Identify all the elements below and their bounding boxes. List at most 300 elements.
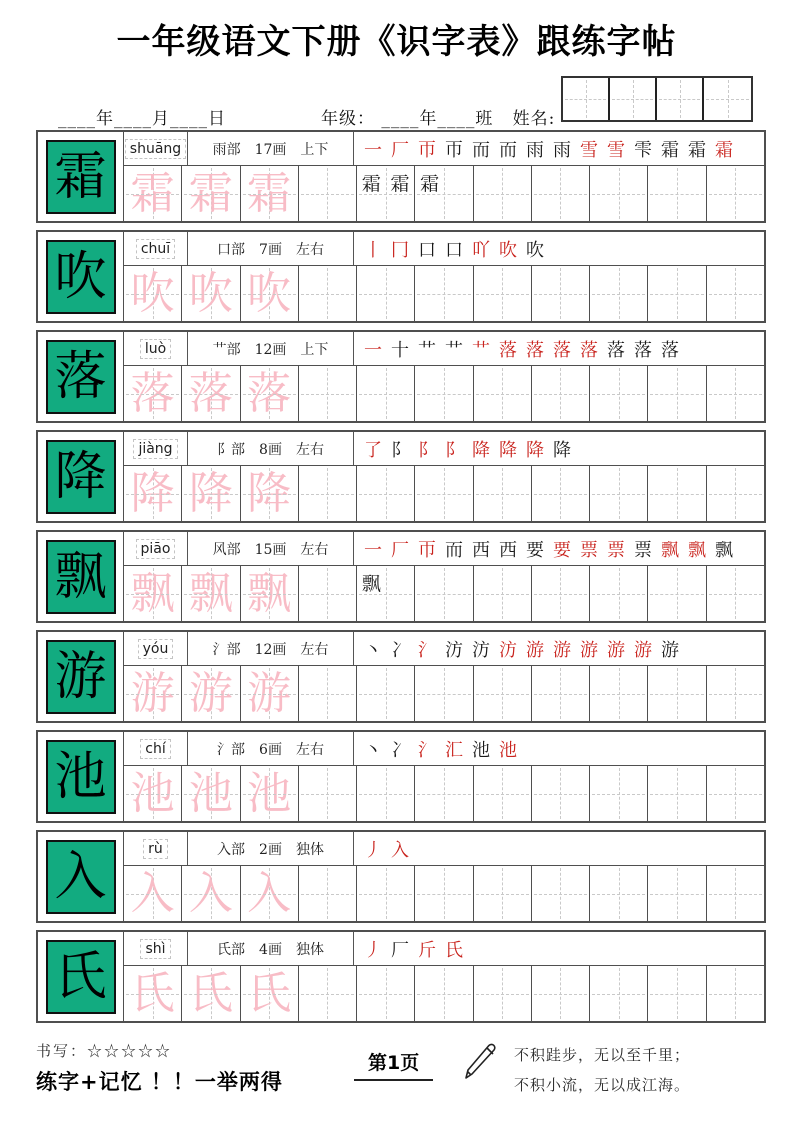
- trace-cell: [124, 366, 182, 421]
- trace-character: 游: [130, 667, 175, 719]
- stroke-step: 游: [553, 639, 571, 661]
- practice-cell: [648, 866, 706, 921]
- structure-type: 左右: [295, 241, 324, 258]
- stroke-step: 落: [580, 339, 598, 361]
- practice-cell: [415, 966, 473, 1021]
- star-icons: ☆☆☆☆☆: [87, 1042, 173, 1060]
- trace-character: 游: [188, 667, 233, 719]
- main-character: 霜: [54, 146, 107, 207]
- practice-cell: [357, 166, 415, 221]
- char-display-column: [38, 932, 124, 1021]
- stroke-step: 丿: [364, 839, 382, 861]
- practice-cell: [357, 866, 415, 921]
- green-char-box: [46, 840, 116, 914]
- char-block: [36, 630, 766, 723]
- quote-line-2: 不积小流，无以成江海。: [514, 1076, 691, 1094]
- stroke-step: 艹: [445, 339, 463, 361]
- trace-cell: [241, 966, 299, 1021]
- practice-cell: [357, 966, 415, 1021]
- practice-cell: [532, 666, 590, 721]
- trace-character: 飘: [130, 567, 175, 619]
- row-top-strip: [124, 732, 764, 766]
- char-display-column: [38, 532, 124, 621]
- practice-cell: [357, 766, 415, 821]
- rows-container: [36, 130, 766, 1030]
- radical-name: 入部: [217, 841, 246, 858]
- green-char-box: [46, 640, 116, 714]
- practice-cell: [590, 766, 648, 821]
- green-char-box: [46, 140, 116, 214]
- practice-row: [124, 366, 764, 421]
- main-character: 降: [54, 446, 107, 507]
- radical-name: 氵部: [212, 641, 241, 658]
- practice-row: [124, 166, 764, 221]
- stroke-count: 2画: [259, 841, 282, 858]
- date-blanks: ____年____月____日: [58, 109, 226, 129]
- stroke-step: 雪: [580, 139, 598, 161]
- practice-cell: [357, 266, 415, 321]
- page-title: 一年级语文下册《识字表》跟练字帖: [116, 22, 677, 62]
- practice-cell: [474, 266, 532, 321]
- trace-cell: [124, 666, 182, 721]
- structure-type: 左右: [300, 541, 329, 558]
- practice-cell: [590, 166, 648, 221]
- pinyin-text: chuī: [136, 239, 175, 259]
- practice-cell: [532, 366, 590, 421]
- practice-cell: [532, 766, 590, 821]
- practice-row: [124, 966, 764, 1021]
- practice-cell: [474, 766, 532, 821]
- stroke-step: 丨: [364, 239, 382, 261]
- row-top-strip: [124, 632, 764, 666]
- row-right-column: [124, 832, 764, 921]
- footer: [36, 1034, 757, 1114]
- stroke-order-strip: [354, 832, 764, 865]
- practice-cell: [474, 566, 532, 621]
- trace-character: 飘: [247, 567, 292, 619]
- practice-cell: [590, 366, 648, 421]
- stroke-step: 落: [526, 339, 544, 361]
- trace-cell: [124, 266, 182, 321]
- row-top-strip: [124, 432, 764, 466]
- trace-cell: [182, 366, 240, 421]
- main-character: 飘: [54, 546, 107, 607]
- radical-name: 氵部: [217, 741, 246, 758]
- stroke-count: 17画: [254, 141, 287, 158]
- row-right-column: [124, 632, 764, 721]
- row-right-column: [124, 232, 764, 321]
- pinyin-cell: [124, 632, 188, 665]
- stroke-step: 冂: [391, 239, 409, 261]
- rating-label: 书写：: [36, 1042, 88, 1060]
- motivational-quote: [514, 1040, 690, 1100]
- stroke-count: 12画: [254, 341, 287, 358]
- stroke-step: 票: [607, 539, 625, 561]
- stroke-step: 冫: [391, 639, 409, 661]
- practice-cell: [415, 166, 473, 221]
- stroke-step: 一: [364, 339, 382, 361]
- stroke-step: 雪: [607, 139, 625, 161]
- practice-row: [124, 666, 764, 721]
- name-grid: [561, 76, 753, 122]
- trace-character: 霜: [188, 167, 233, 219]
- trace-cell: [241, 266, 299, 321]
- main-character: 落: [54, 346, 107, 407]
- trace-character: 霜: [130, 167, 175, 219]
- radical-name: 雨部: [212, 141, 241, 158]
- row-right-column: [124, 532, 764, 621]
- practice-cell: [299, 466, 357, 521]
- practice-cell: [299, 366, 357, 421]
- practice-cell: [357, 466, 415, 521]
- practice-cell: [415, 566, 473, 621]
- practice-cell: [590, 966, 648, 1021]
- practice-row: [124, 866, 764, 921]
- trace-character: 氏: [188, 967, 233, 1019]
- stroke-step: 要: [553, 539, 571, 561]
- trace-character: 氏: [247, 967, 292, 1019]
- char-block: [36, 730, 766, 823]
- info-line: [36, 88, 757, 134]
- practice-cell: [357, 566, 415, 621]
- practice-cell: [648, 966, 706, 1021]
- stroke-step: 降: [526, 439, 544, 461]
- trace-cell: [182, 866, 240, 921]
- trace-character: 入: [247, 867, 292, 919]
- stroke-step: 入: [391, 839, 409, 861]
- practice-cell: [648, 466, 706, 521]
- stroke-step: 游: [580, 639, 598, 661]
- stroke-step: 游: [661, 639, 679, 661]
- practice-cell: [299, 966, 357, 1021]
- grade-class-blanks: [321, 104, 555, 129]
- trace-character: 落: [247, 367, 292, 419]
- trace-cell: [182, 966, 240, 1021]
- stroke-step: 落: [553, 339, 571, 361]
- practice-cell: [707, 866, 764, 921]
- trace-cell: [124, 166, 182, 221]
- structure-type: 独体: [295, 941, 324, 958]
- radical-info-cell: [188, 632, 354, 665]
- trace-cell: [182, 566, 240, 621]
- stroke-step: 西: [472, 539, 490, 561]
- green-char-box: [46, 440, 116, 514]
- practice-cell: [415, 766, 473, 821]
- pinyin-text: jiàng: [133, 439, 177, 459]
- stroke-step: 阝: [445, 439, 463, 461]
- stroke-step-continued: 霜: [361, 173, 381, 195]
- practice-cell: [299, 266, 357, 321]
- pinyin-cell: [124, 332, 188, 365]
- radical-info-cell: [188, 532, 354, 565]
- practice-cell: [299, 866, 357, 921]
- stroke-step: 帀: [418, 539, 436, 561]
- char-block: [36, 430, 766, 523]
- stroke-order-strip: [354, 232, 764, 265]
- trace-character: 吹: [188, 267, 233, 319]
- stroke-step: 落: [499, 339, 517, 361]
- practice-cell: [415, 666, 473, 721]
- stroke-step: 一: [364, 139, 382, 161]
- main-character: 游: [54, 646, 107, 707]
- stroke-count: 15画: [254, 541, 287, 558]
- stroke-step: 斤: [418, 939, 436, 961]
- practice-cell: [532, 166, 590, 221]
- row-right-column: [124, 132, 764, 221]
- pinyin-text: rù: [143, 839, 168, 859]
- radical-info-cell: [188, 232, 354, 265]
- trace-character: 吹: [130, 267, 175, 319]
- row-top-strip: [124, 532, 764, 566]
- stroke-step-continued: 霜: [390, 173, 410, 195]
- trace-character: 霜: [247, 167, 292, 219]
- stroke-count: 7画: [259, 241, 282, 258]
- trace-character: 降: [247, 467, 292, 519]
- radical-name: 氏部: [217, 941, 246, 958]
- stroke-step: 池: [472, 739, 490, 761]
- structure-type: 左右: [300, 641, 329, 658]
- stroke-step: 厂: [391, 939, 409, 961]
- practice-row: [124, 766, 764, 821]
- stroke-step: 艹: [472, 339, 490, 361]
- stroke-count: 12画: [254, 641, 287, 658]
- practice-cell: [707, 966, 764, 1021]
- trace-cell: [124, 566, 182, 621]
- stroke-step: 西: [499, 539, 517, 561]
- char-block: [36, 130, 766, 223]
- pinyin-text: yóu: [138, 639, 174, 659]
- practice-cell: [474, 966, 532, 1021]
- pinyin-cell: [124, 932, 188, 965]
- trace-cell: [241, 866, 299, 921]
- row-right-column: [124, 332, 764, 421]
- practice-cell: [590, 566, 648, 621]
- practice-cell: [648, 366, 706, 421]
- stroke-step: 汇: [445, 739, 463, 761]
- trace-character: 入: [188, 867, 233, 919]
- structure-type: 左右: [295, 741, 324, 758]
- radical-info-cell: [188, 832, 354, 865]
- stroke-step: 氵: [418, 639, 436, 661]
- trace-character: 入: [130, 867, 175, 919]
- trace-cell: [124, 766, 182, 821]
- trace-cell: [241, 166, 299, 221]
- practice-cell: [299, 666, 357, 721]
- trace-cell: [241, 566, 299, 621]
- char-display-column: [38, 232, 124, 321]
- stroke-step: 降: [553, 439, 571, 461]
- trace-character: 落: [188, 367, 233, 419]
- stroke-order-strip: [354, 732, 764, 765]
- stroke-step: 了: [364, 439, 382, 461]
- practice-cell: [299, 166, 357, 221]
- trace-character: 吹: [247, 267, 292, 319]
- stroke-step: 丶: [364, 739, 382, 761]
- practice-row: [124, 466, 764, 521]
- stroke-step: 雨: [526, 139, 544, 161]
- stroke-step: 吹: [526, 239, 544, 261]
- stroke-order-strip: [354, 532, 764, 565]
- stroke-step: 霜: [688, 139, 706, 161]
- practice-cell: [415, 466, 473, 521]
- stroke-step: 丶: [364, 639, 382, 661]
- stroke-step: 口: [418, 239, 436, 261]
- stroke-count: 4画: [259, 941, 282, 958]
- stroke-step: 飘: [715, 539, 733, 561]
- stroke-step: 雨: [553, 139, 571, 161]
- stroke-step: 吖: [472, 239, 490, 261]
- stroke-step: 阝: [418, 439, 436, 461]
- quote-line-1: 不积跬步，无以至千里；: [514, 1046, 691, 1064]
- stroke-step-continued: 飘: [361, 573, 381, 595]
- pinyin-text: chí: [140, 739, 170, 759]
- stroke-step: 而: [472, 139, 490, 161]
- practice-cell: [474, 666, 532, 721]
- writing-rating: [36, 1040, 172, 1061]
- practice-cell: [415, 266, 473, 321]
- practice-cell: [590, 866, 648, 921]
- practice-cell: [590, 666, 648, 721]
- radical-info-cell: [188, 432, 354, 465]
- practice-cell: [299, 566, 357, 621]
- practice-cell: [357, 666, 415, 721]
- row-top-strip: [124, 132, 764, 166]
- char-block: [36, 530, 766, 623]
- trace-character: 池: [130, 767, 175, 819]
- practice-cell: [357, 366, 415, 421]
- practice-row: [124, 566, 764, 621]
- stroke-step: 吹: [499, 239, 517, 261]
- stroke-step: 霜: [661, 139, 679, 161]
- stroke-step: 降: [499, 439, 517, 461]
- trace-cell: [182, 166, 240, 221]
- pinyin-cell: [124, 732, 188, 765]
- practice-cell: [532, 866, 590, 921]
- name-grid-cell: [704, 78, 751, 120]
- stroke-step: 落: [607, 339, 625, 361]
- practice-cell: [532, 466, 590, 521]
- stroke-step: 汸: [445, 639, 463, 661]
- stroke-step: 票: [634, 539, 652, 561]
- stroke-count: 8画: [259, 441, 282, 458]
- radical-name: 艹部: [212, 341, 241, 358]
- trace-character: 氏: [130, 967, 175, 1019]
- pinyin-text: shuāng: [125, 139, 186, 159]
- stroke-step: 落: [634, 339, 652, 361]
- char-display-column: [38, 632, 124, 721]
- char-display-column: [38, 132, 124, 221]
- stroke-step: 飘: [688, 539, 706, 561]
- stroke-step: 艹: [418, 339, 436, 361]
- row-right-column: [124, 932, 764, 1021]
- stroke-step: 雫: [634, 139, 652, 161]
- main-character: 吹: [54, 246, 107, 307]
- stroke-step: 帀: [445, 139, 463, 161]
- trace-cell: [182, 266, 240, 321]
- trace-cell: [124, 466, 182, 521]
- stroke-step: 汸: [499, 639, 517, 661]
- stroke-step: 霜: [715, 139, 733, 161]
- stroke-step: 口: [445, 239, 463, 261]
- row-right-column: [124, 432, 764, 521]
- name-grid-cell: [657, 78, 704, 120]
- trace-cell: [124, 866, 182, 921]
- stroke-step: 要: [526, 539, 544, 561]
- pinyin-cell: [124, 132, 188, 165]
- practice-cell: [707, 466, 764, 521]
- practice-cell: [707, 766, 764, 821]
- row-top-strip: [124, 832, 764, 866]
- trace-character: 降: [130, 467, 175, 519]
- stroke-order-strip: [354, 632, 764, 665]
- practice-row: [124, 266, 764, 321]
- stroke-step: 氵: [418, 739, 436, 761]
- practice-cell: [299, 766, 357, 821]
- page-number-wrap: [354, 1048, 494, 1081]
- structure-type: 上下: [300, 141, 329, 158]
- stroke-step: 落: [661, 339, 679, 361]
- stroke-step: 厂: [391, 539, 409, 561]
- stroke-step: 而: [499, 139, 517, 161]
- pinyin-cell: [124, 832, 188, 865]
- practice-cell: [590, 266, 648, 321]
- stroke-step: 飘: [661, 539, 679, 561]
- char-display-column: [38, 332, 124, 421]
- char-display-column: [38, 832, 124, 921]
- practice-cell: [707, 366, 764, 421]
- practice-cell: [415, 366, 473, 421]
- trace-character: 落: [130, 367, 175, 419]
- radical-name: 口部: [217, 241, 246, 258]
- slogan-text: 练字+记忆 ！！一举两得: [36, 1070, 283, 1094]
- stroke-step: 丿: [364, 939, 382, 961]
- practice-cell: [707, 166, 764, 221]
- stroke-step: 降: [472, 439, 490, 461]
- practice-cell: [707, 566, 764, 621]
- practice-cell: [707, 266, 764, 321]
- char-block: [36, 830, 766, 923]
- stroke-step: 氏: [445, 939, 463, 961]
- char-display-column: [38, 732, 124, 821]
- pen-icon: [462, 1042, 502, 1086]
- stroke-step: 池: [499, 739, 517, 761]
- trace-cell: [124, 966, 182, 1021]
- char-block: [36, 330, 766, 423]
- structure-type: 左右: [295, 441, 324, 458]
- stroke-step: 阝: [391, 439, 409, 461]
- stroke-order-strip: [354, 332, 764, 365]
- stroke-order-strip: [354, 932, 764, 965]
- main-character: 池: [54, 746, 107, 807]
- practice-cell: [590, 466, 648, 521]
- trace-cell: [241, 466, 299, 521]
- row-right-column: [124, 732, 764, 821]
- trace-cell: [182, 766, 240, 821]
- trace-cell: [241, 766, 299, 821]
- grade-line-text: 年级： ____年____班: [321, 109, 494, 129]
- trace-cell: [241, 666, 299, 721]
- stroke-step-continued: 霜: [420, 173, 440, 195]
- pinyin-cell: [124, 532, 188, 565]
- green-char-box: [46, 940, 116, 1014]
- green-char-box: [46, 740, 116, 814]
- structure-type: 独体: [295, 841, 324, 858]
- pinyin-cell: [124, 432, 188, 465]
- stroke-step: 一: [364, 539, 382, 561]
- row-top-strip: [124, 932, 764, 966]
- trace-character: 降: [188, 467, 233, 519]
- stroke-order-strip: [354, 432, 764, 465]
